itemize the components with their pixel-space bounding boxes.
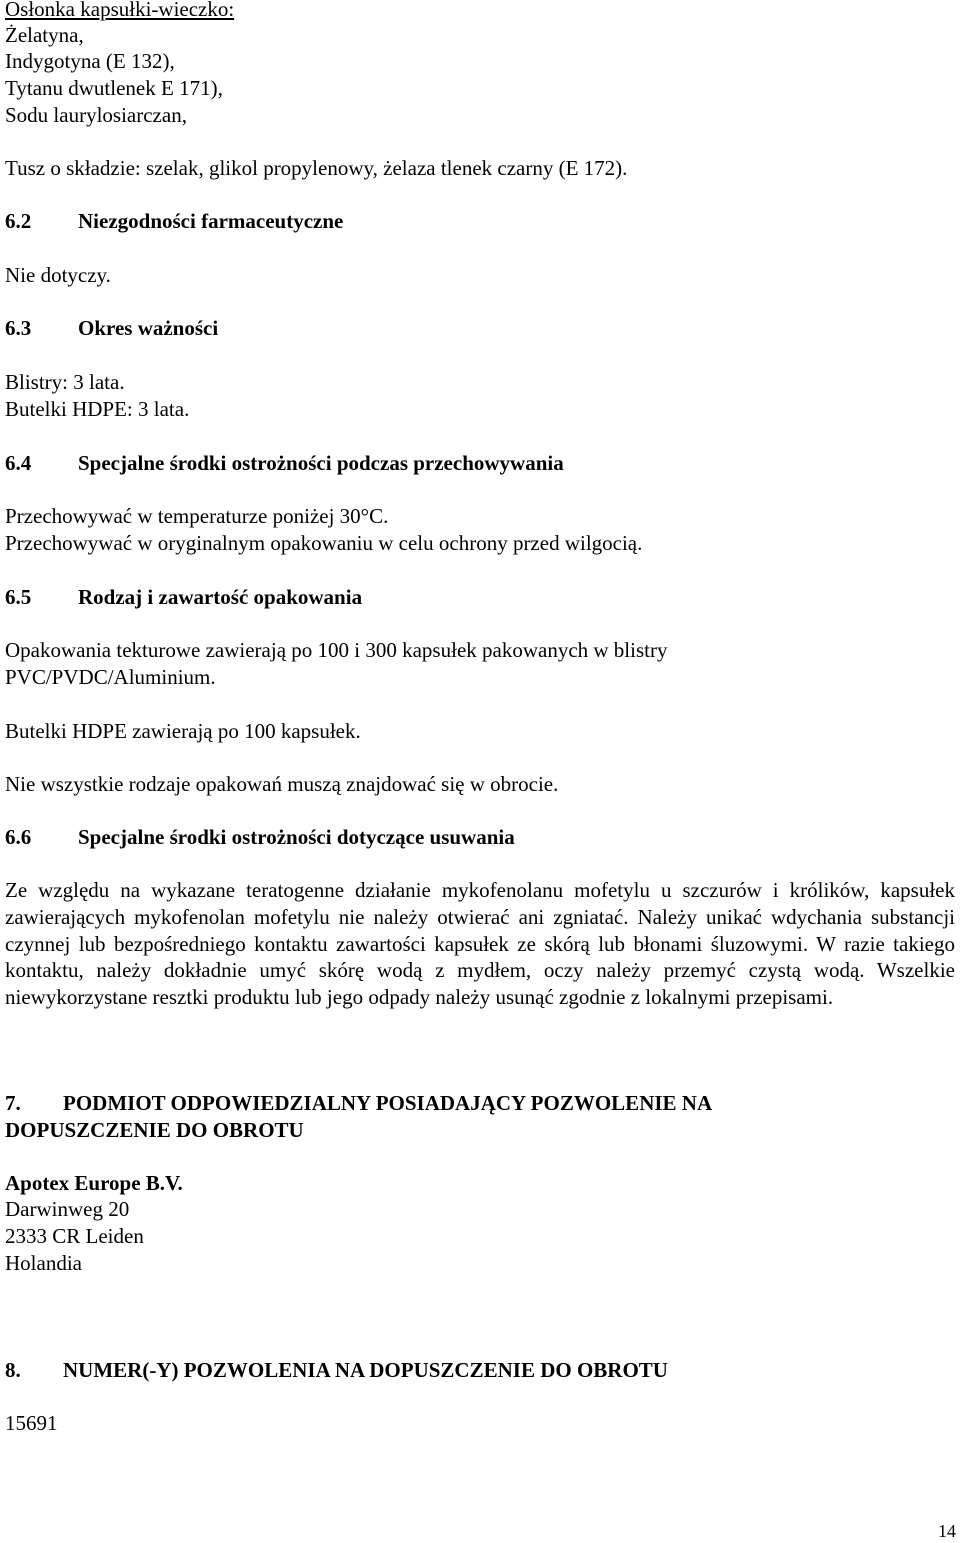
section-title: Niezgodności farmaceutyczne xyxy=(78,209,344,233)
section-number: 6.5 xyxy=(5,585,32,609)
section-6-4-heading xyxy=(5,450,564,477)
package-text-line: PVC/PVDC/Aluminium. xyxy=(5,665,216,689)
section-7-heading-cont: DOPUSZCZENIE DO OBROTU xyxy=(5,1118,304,1142)
section-title: PODMIOT ODPOWIEDZIALNY POSIADAJĄCY POZWOLENIE NA xyxy=(63,1091,713,1115)
company-city: 2333 CR Leiden xyxy=(5,1224,144,1248)
company-country: Holandia xyxy=(5,1251,82,1275)
section-number: 8. xyxy=(5,1358,21,1382)
section-number: 6.6 xyxy=(5,825,32,849)
ink-composition: Tusz o składzie: szelak, glikol propylenowy, żelaza tlenek czarny (E 172). xyxy=(5,156,628,180)
shelf-life-bottle: Butelki HDPE: 3 lata. xyxy=(5,397,190,421)
shell-item: Żelatyna, xyxy=(5,23,84,47)
section-title: Specjalne środki ostrożności dotyczące usuwania xyxy=(78,825,515,849)
section-6-6-heading xyxy=(5,824,515,851)
package-text-line: Opakowania tekturowe zawierają po 100 i 300 kapsułek pakowanych w blistry xyxy=(5,638,668,662)
package-bottles: Butelki HDPE zawierają po 100 kapsułek. xyxy=(5,719,361,743)
storage-package: Przechowywać w oryginalnym opakowaniu w celu ochrony przed wilgocią. xyxy=(5,531,643,555)
capsule-shell-heading: Osłonka kapsułki-wieczko: xyxy=(5,0,235,21)
storage-temperature: Przechowywać w temperaturze poniżej 30°C. xyxy=(5,504,389,528)
disposal-paragraph: Ze względu na wykazane teratogenne działanie mykofenolanu mofetylu u szczurów i królików, kapsułek zawierających mykofenolan mofetylu nie należy otwierać ani zgniatać. Należy unikać wdychania substancji czynnej lub bezpośredniego kontaktu zawartości kapsułek ze skórą lub błonami śluzowymi. W razie takiego kontaktu, należy dokładnie umyć skórę wodą z mydłem, oczy należy przemyć czystą wodą. Wszelkie niewykorzystane resztki produktu lub jego odpady należy usunąć zgodnie z lokalnymi przepisami. xyxy=(5,878,955,1010)
section-6-5-heading xyxy=(5,584,362,611)
company-street: Darwinweg 20 xyxy=(5,1197,130,1221)
shelf-life-blister: Blistry: 3 lata. xyxy=(5,370,125,394)
section-number: 6.2 xyxy=(5,209,32,233)
section-6-3-heading xyxy=(5,315,218,342)
shell-item: Indygotyna (E 132), xyxy=(5,49,175,73)
section-number: 6.4 xyxy=(5,451,32,475)
section-title: Okres ważności xyxy=(78,316,219,340)
shell-item: Sodu laurylosiarczan, xyxy=(5,103,187,127)
section-7-heading xyxy=(5,1090,712,1117)
package-note: Nie wszystkie rodzaje opakowań muszą znajdować się w obrocie. xyxy=(5,772,559,796)
section-title: NUMER(-Y) POZWOLENIA NA DOPUSZCZENIE DO OBROTU xyxy=(63,1358,668,1382)
authorization-number: 15691 xyxy=(5,1411,58,1435)
section-6-2-text: Nie dotyczy. xyxy=(5,263,111,287)
section-8-heading xyxy=(5,1357,668,1384)
page-number: 14 xyxy=(938,1521,956,1541)
section-number: 6.3 xyxy=(5,316,32,340)
section-title: Specjalne środki ostrożności podczas przechowywania xyxy=(78,451,564,475)
section-number: 7. xyxy=(5,1091,21,1115)
company-name: Apotex Europe B.V. xyxy=(5,1171,183,1195)
shell-item: Tytanu dwutlenek E 171), xyxy=(5,76,223,100)
section-6-2-heading xyxy=(5,208,343,235)
section-title: Rodzaj i zawartość opakowania xyxy=(78,585,363,609)
